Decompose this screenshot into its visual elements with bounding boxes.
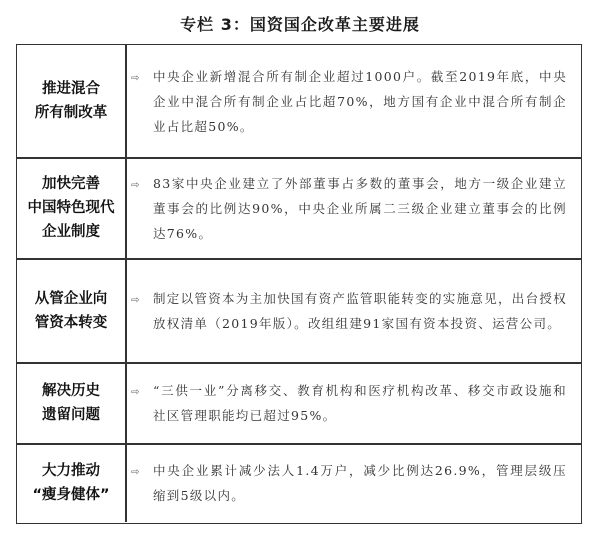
row-text: 中央企业累计减少法人1.4万户，减少比例达26.9%，管理层级压缩到5级以内。 (153, 463, 567, 503)
row-content (131, 45, 567, 157)
row-label: 大力推动 “瘦身健体” (32, 463, 110, 503)
column-divider (125, 363, 127, 443)
page-title: 专栏 3：国资国企改革主要进展 (180, 15, 420, 34)
column-divider (125, 158, 127, 258)
table-row (17, 259, 581, 362)
row-text: 制定以管资本为主加快国有资产监管职能转变的实施意见，出台授权放权清单（2019年版）。改组组建91家国有资本投资、运营公司。 (153, 290, 568, 331)
row-content (131, 444, 567, 522)
hollow-arrow-icon: ⇨ (131, 387, 140, 398)
table-row (17, 158, 581, 258)
column-divider (125, 259, 127, 362)
row-text: “三供一业”分离移交、教育机构和医疗机构改革、移交市政设施和社区管理职能均已超过95%。 (153, 383, 567, 423)
hollow-arrow-icon: ⇨ (131, 72, 140, 84)
hollow-arrow-icon: ⇨ (131, 294, 140, 306)
hollow-arrow-icon: ⇨ (131, 179, 140, 191)
row-content (131, 158, 567, 258)
row-content (131, 259, 567, 362)
row-label: 从管企业向 管资本转变 (34, 290, 108, 331)
column-divider (125, 444, 127, 522)
table-row (17, 363, 581, 443)
row-text: 83家中央企业建立了外部董事占多数的董事会，地方一级企业建立董事会的比例达90%，中央企业所属二三级企业建立董事会的比例达76%。 (153, 175, 567, 241)
hollow-arrow-icon: ⇨ (131, 467, 140, 478)
row-text: 中央企业新增混合所有制企业超过1000户。截至2019年底，中央企业中混合所有制企业占比超70%，地方国有企业中混合所有制企业占比超50%。 (153, 68, 567, 134)
table-row (17, 45, 581, 157)
row-label: 加快完善 中国特色现代 企业制度 (27, 176, 115, 240)
column-divider (125, 45, 127, 157)
row-label: 推进混合 所有制改革 (34, 81, 108, 121)
row-label: 解决历史 遗留问题 (42, 383, 100, 423)
table-row (17, 444, 581, 522)
progress-table (16, 44, 582, 524)
row-content (131, 363, 567, 443)
